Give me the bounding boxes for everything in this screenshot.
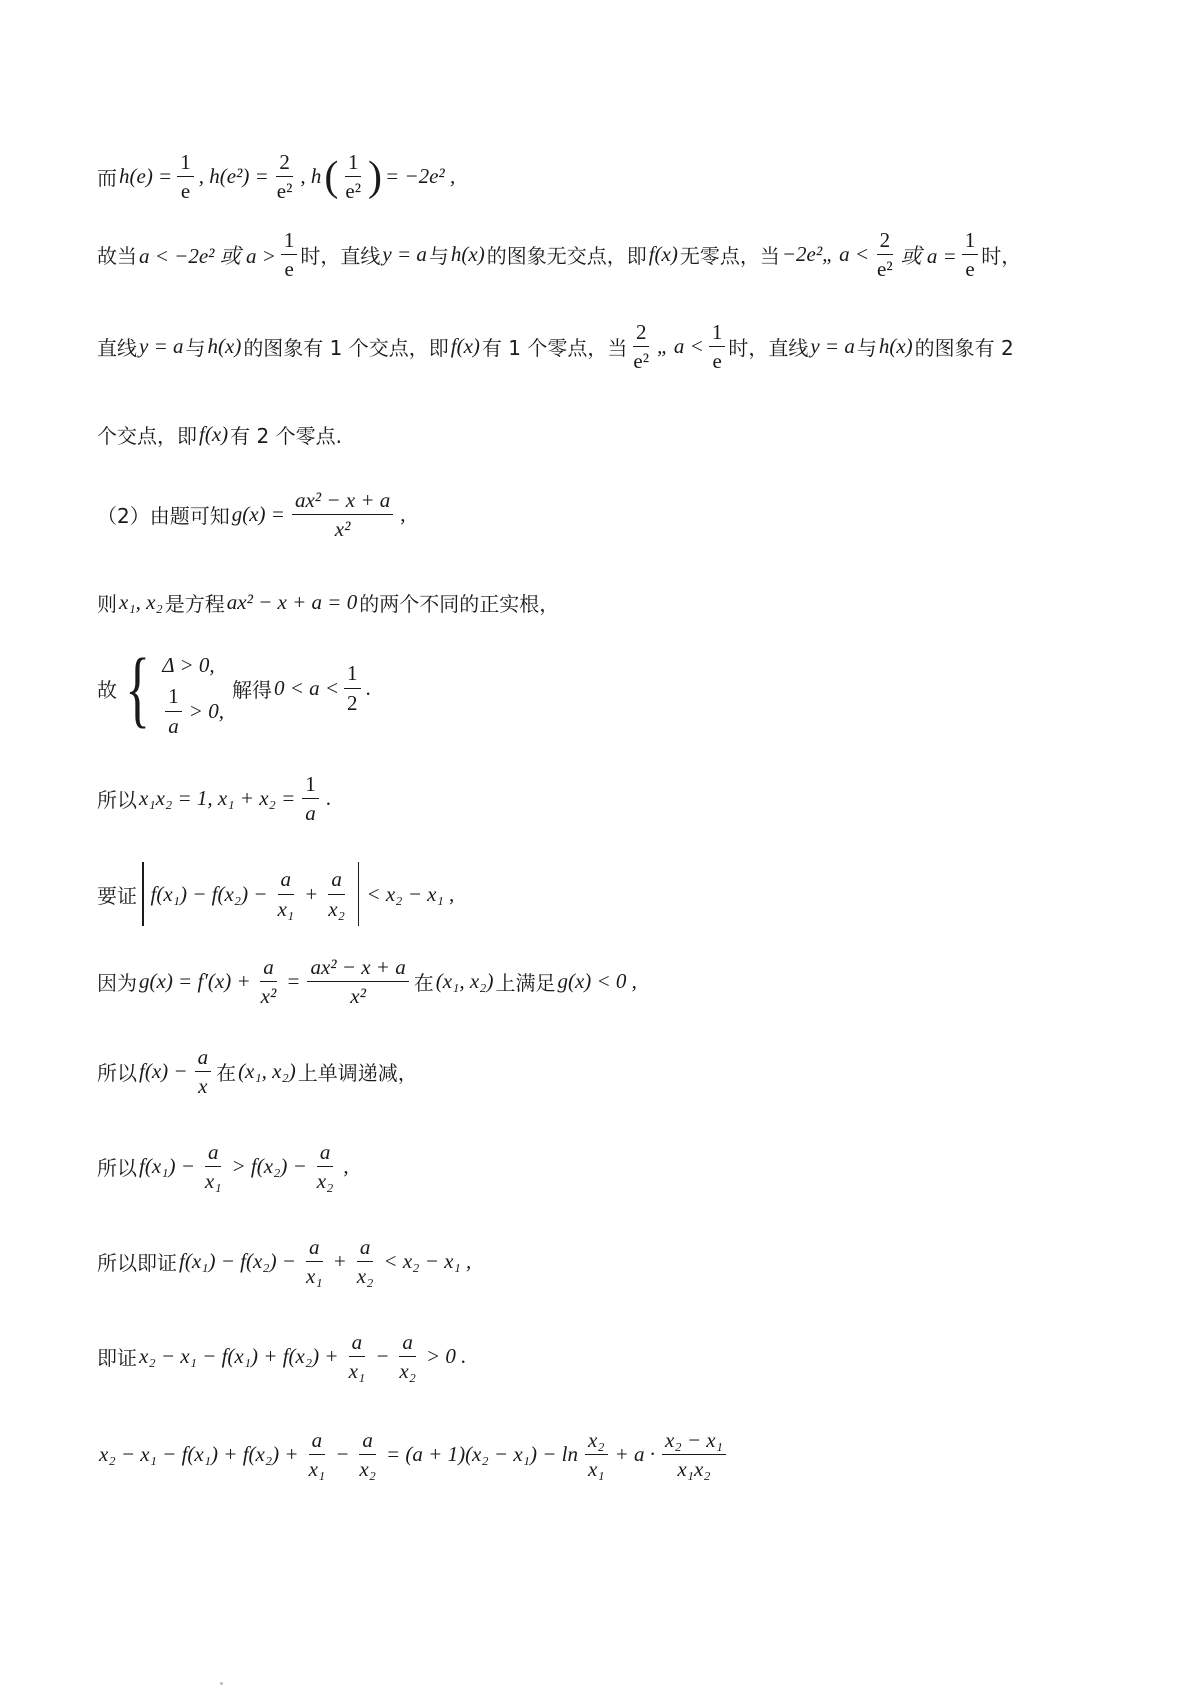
- math: > f(x₂) −: [231, 1154, 307, 1179]
- math: +: [332, 1249, 347, 1274]
- fraction: $\frac{2}{\text{e²}}$: [633, 320, 649, 374]
- math: −: [335, 1442, 350, 1467]
- math: f(x): [450, 334, 480, 359]
- math: = (a + 1)(x₂ − x₁) − ln: [385, 1442, 578, 1467]
- abs-bar-right: [358, 862, 360, 926]
- fraction: $\frac{\text{x₂ − x₁}}{\text{x₁x₂}}$: [660, 1428, 728, 1481]
- line-roots: [97, 588, 559, 617]
- text: 所以即证: [97, 1251, 177, 1276]
- line-g-negative: [97, 955, 639, 1008]
- fraction: $\frac{1}{e}$: [709, 320, 726, 373]
- math: x₁x₂ = 1, x₁ + x₂ =: [139, 786, 296, 811]
- math: = −2e² ,: [385, 164, 456, 189]
- fraction: $\frac{a}{\text{x₂}}$: [356, 1235, 374, 1289]
- brace: {: [125, 640, 151, 736]
- math: f(x): [199, 422, 229, 446]
- math: h(x): [878, 334, 913, 359]
- fraction: $\frac{1}{a}$: [163, 684, 184, 737]
- line-one-intersection: [97, 320, 1014, 373]
- text: 所以: [97, 788, 137, 813]
- text: .: [325, 786, 331, 811]
- fraction: $\frac{a}{\text{x₁}}$: [308, 1428, 326, 1482]
- fraction: $\frac{2}{\text{e²}}$: [276, 150, 293, 204]
- line-h-values: 而 h(e) = $\frac{1}{e}$ , h(e²) = $\frac{2}{\text{e²}}$ , h ( $\frac{1}{\text{e²}}$ ) = −2e² ,: [97, 150, 456, 204]
- fraction: $\frac{a}{\text{x₁}}$: [277, 867, 295, 921]
- fraction: $\frac{a}{\text{x₁}}$: [348, 1330, 366, 1384]
- text: 在: [413, 971, 434, 996]
- line-no-intersection: [97, 228, 1021, 281]
- abs-bar-left: [142, 862, 144, 926]
- text: 是方程: [164, 592, 225, 616]
- fraction: $\frac{a}{\text{x₂}}$: [316, 1140, 334, 1194]
- fraction: $\frac{a}{x}$: [193, 1045, 214, 1098]
- text: 而: [97, 166, 117, 191]
- line-prove-positive: [97, 1330, 468, 1383]
- text: 因为: [97, 971, 137, 996]
- math: ax² − x + a = 0: [226, 590, 358, 614]
- math: < x₂ − x₁ ,: [383, 1249, 472, 1274]
- math: x₂ − x₁ − f(x₁) + f(x₂) +: [139, 1344, 339, 1369]
- text: 所以: [97, 1156, 137, 1181]
- fraction: $\frac{a}{\text{x₁}}$: [204, 1140, 222, 1194]
- text: ,: [343, 1154, 349, 1179]
- text: 有 2 个零点.: [230, 424, 342, 448]
- math: 0 < a <: [273, 675, 340, 700]
- math: (x₁, x₂): [238, 1059, 296, 1084]
- text: 与: [185, 336, 206, 361]
- fraction: $\frac{1}{a}$: [300, 772, 321, 825]
- fraction: $\frac{1}{e}$: [281, 228, 298, 281]
- math: h(x): [207, 334, 242, 359]
- line-part2-g: [97, 488, 408, 541]
- fraction: $\frac{a}{\text{x₂}}$: [328, 867, 345, 921]
- math: „ a <: [657, 334, 704, 359]
- text: 的两个不同的正实根，: [359, 592, 560, 616]
- footer-dot: [220, 1682, 223, 1685]
- text: 时，: [981, 244, 1022, 269]
- text: 则: [97, 592, 117, 616]
- line-to-prove: [97, 862, 456, 926]
- text: 无零点，当: [679, 244, 780, 269]
- fraction: $\frac{1}{\text{e²}}$: [345, 150, 362, 204]
- math: a < −2e² 或 a >: [139, 243, 276, 268]
- text: 的图象有 2: [914, 336, 1014, 361]
- math: f(x₁) − f(x₂) −: [179, 1249, 296, 1274]
- math: f(x₁) −: [139, 1154, 195, 1179]
- fraction: $\frac{a}{\text{x₂}}$: [359, 1428, 376, 1482]
- line-prove-equivalent: [97, 1235, 473, 1288]
- text: .: [365, 675, 371, 700]
- math: y = a: [382, 242, 427, 267]
- line-monotone: [97, 1045, 418, 1098]
- math: y = a: [139, 334, 184, 359]
- line-vieta: [97, 772, 333, 825]
- text: 故当: [97, 244, 137, 269]
- math: −: [375, 1344, 390, 1369]
- math: > 0 .: [425, 1344, 467, 1369]
- text: ,: [400, 502, 406, 527]
- text: 解得: [231, 677, 272, 702]
- math: y = a: [810, 334, 855, 359]
- text: 直线: [97, 336, 137, 361]
- math: g(x) = f′(x) +: [139, 969, 251, 994]
- math: −2e²„ a <: [781, 242, 869, 267]
- text: 时，直线: [300, 244, 381, 269]
- fraction: $\frac{a}{\text{x²}}$: [260, 955, 277, 1009]
- math: =: [286, 969, 301, 994]
- math: < x₂ − x₁ ,: [366, 881, 455, 906]
- text: 有 1 个零点，当: [481, 336, 628, 361]
- text: 要证: [97, 883, 137, 908]
- math: f(x): [648, 242, 678, 267]
- line-inequality: [97, 1140, 351, 1193]
- fraction: $\frac{1}{e}$: [962, 228, 979, 281]
- fraction: $\frac{\text{x₂}}{\text{x₁}}$: [583, 1428, 610, 1481]
- text: 的图象有 1 个交点，即: [243, 336, 449, 361]
- line-expansion: [97, 1428, 731, 1481]
- math: 或 a =: [900, 243, 957, 268]
- line-system: [97, 640, 373, 738]
- fraction: $\frac{a}{\text{x₂}}$: [399, 1330, 416, 1384]
- math: g(x) < 0 ,: [557, 969, 637, 994]
- text: 在: [216, 1061, 237, 1086]
- math: +: [304, 881, 319, 906]
- math: + a ·: [614, 1442, 656, 1467]
- math: h(x): [450, 242, 485, 267]
- text: （2）由题可知: [97, 504, 230, 529]
- math: g(x) =: [231, 502, 285, 527]
- text: 与: [856, 336, 877, 361]
- equation-system: Δ > 0, $\frac{1}{a}$ > 0,: [162, 652, 224, 738]
- fraction: $\frac{1}{2}$: [344, 661, 361, 714]
- text: 故: [97, 677, 117, 702]
- math: h(e) =: [119, 164, 173, 189]
- text: 与: [428, 244, 449, 269]
- fraction: $\frac{a}{\text{x₁}}$: [305, 1235, 323, 1289]
- text: 即证: [97, 1346, 137, 1371]
- math: , h(e²) =: [198, 164, 269, 189]
- text: 所以: [97, 1061, 137, 1086]
- fraction: $\frac{\text{ax² − x + a}}{\text{x²}}$: [290, 488, 395, 541]
- text: 的图象无交点，即: [486, 244, 647, 269]
- math: f(x₁) − f(x₂) −: [150, 881, 268, 906]
- math: f(x) −: [139, 1059, 188, 1084]
- math: (x₁, x₂): [435, 969, 494, 994]
- line-two-zeros: [97, 420, 342, 449]
- text: 个交点，即: [97, 424, 197, 448]
- math: , h: [300, 164, 322, 189]
- text: 时，直线: [728, 336, 809, 361]
- fraction: $\frac{\text{ax² − x + a}}{\text{x²}}$: [305, 955, 410, 1008]
- math: x₁, x₂: [119, 590, 163, 614]
- text: 上单调递减，: [297, 1061, 418, 1086]
- fraction: $\frac{2}{\text{e²}}$: [877, 228, 893, 282]
- fraction: $\frac{1}{e}$: [177, 150, 194, 203]
- text: 上满足: [495, 971, 556, 996]
- math: x₂ − x₁ − f(x₁) + f(x₂) +: [99, 1442, 299, 1467]
